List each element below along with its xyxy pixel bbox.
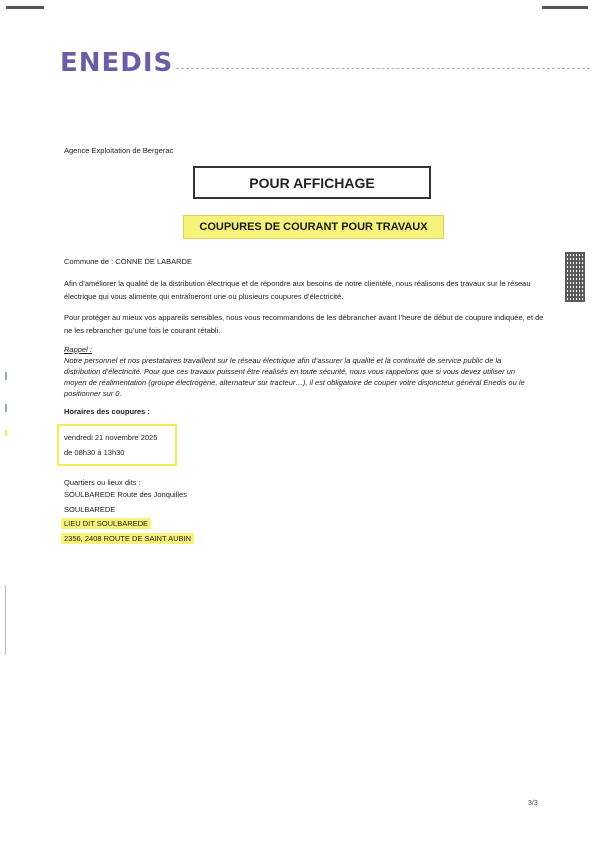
commune: Commune de : CONNE DE LABARDE: [64, 257, 192, 266]
quartiers-title: Quartiers ou lieux dits :: [64, 478, 141, 487]
paragraph-advice: Pour protéger au mieux vos appareils sensibles, nous vous recommandons de les débrancher avant l’heure de début de coupure indiquée, et de ne les rebrancher qu’une fois le courant rétabli.: [64, 313, 544, 335]
list-item: [64, 519, 151, 528]
schedule-date: vendredi 21 novembre 2025: [64, 433, 158, 442]
scan-margin-mark: [5, 372, 7, 380]
rappel-text: Notre personnel et nos prestataires travaillent sur le réseau électrique afin d’assurer la qualité et la continuité de service public de la distribution d’électricité. Pour que ces travaux puissent être réalisés en toute sécurité, nous vous rappelons que si vous devez utiliser un moyen de réalimentation (groupe électrogène, alternateur sur tracteur…), il est obligatoire de couper votre disjoncteur général Enedis ou le positionner sur 0.: [64, 356, 525, 398]
list-item: SOULBAREDE: [64, 505, 116, 514]
scan-margin-mark: [5, 404, 7, 412]
qr-code-icon: [565, 252, 585, 302]
scan-artifact-left: [6, 6, 44, 9]
logo-rule: [176, 68, 590, 69]
schedule-box: [57, 424, 177, 466]
rappel-title: Rappel :: [64, 345, 92, 354]
page-subtitle: COUPURES DE COURANT POUR TRAVAUX: [183, 215, 444, 239]
highlighted-location: 2356, 2408 ROUTE DE SAINT AUBIN: [61, 533, 194, 544]
paragraph-intro: Afin d’améliorer la qualité de la distribution électrique et de répondre aux besoins de notre clientèle, nous réalisons des travaux sur le réseau électrique qui vous alimente qui entraîneront une ou plusieurs coupures d’électricité.: [64, 279, 531, 301]
page-title: POUR AFFICHAGE: [193, 166, 431, 199]
schedule-hours: de 08h30 à 13h30: [64, 448, 125, 457]
horaires-title: Horaires des coupures :: [64, 407, 150, 416]
page-number: 3/3: [528, 800, 538, 807]
list-item: [64, 534, 194, 543]
highlighted-location: LIEU DIT SOULBAREDE: [61, 518, 151, 529]
enedis-logo: ENEDIS: [60, 48, 174, 78]
list-item: SOULBAREDE Route des Jonquilles: [64, 490, 187, 499]
agency-name: Agence Exploitation de Bergerac: [64, 146, 174, 155]
scan-artifact-right: [542, 6, 588, 9]
scan-margin-mark: [5, 585, 6, 655]
scan-margin-mark: [5, 430, 7, 436]
